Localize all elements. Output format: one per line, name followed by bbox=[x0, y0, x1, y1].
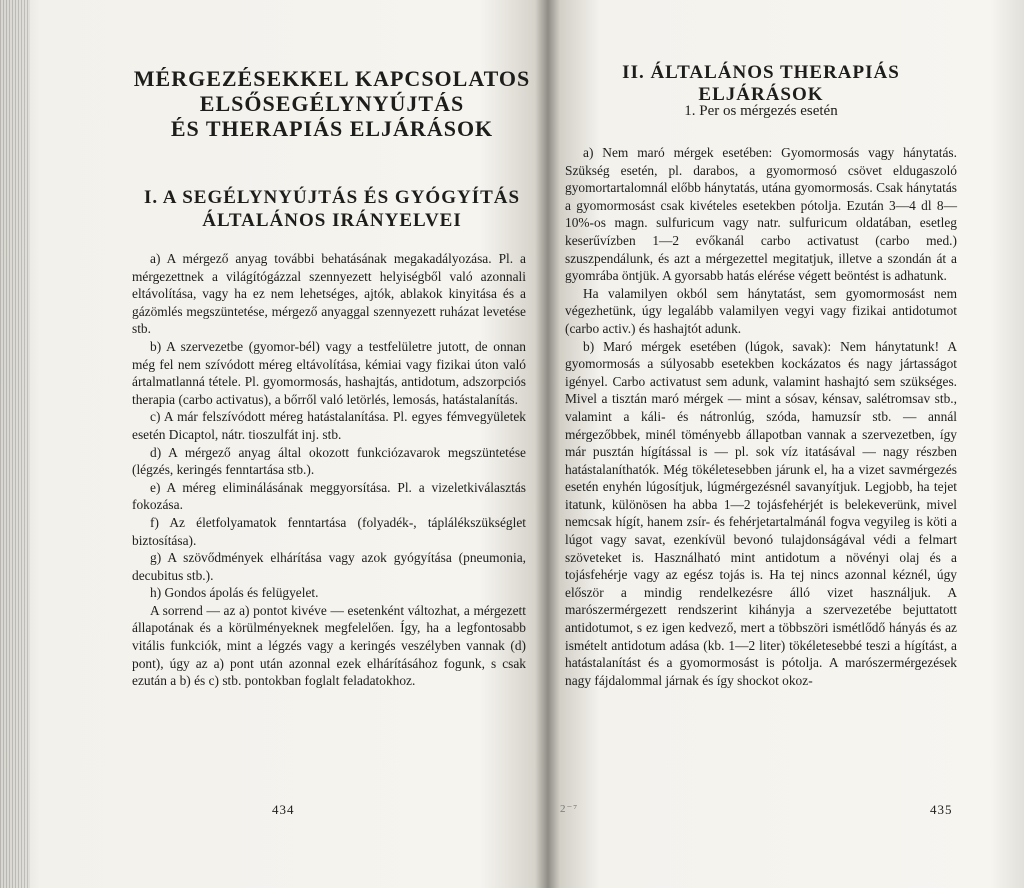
section-title bbox=[132, 186, 532, 232]
paragraph: g) A szövődmények elhárítása vagy azok gyógyítása (pneumonia, decubitus stb.). bbox=[132, 550, 526, 583]
chapter-title-line: ELJÁRÁSOK bbox=[698, 84, 824, 105]
section-title-line: ÁLTALÁNOS IRÁNYELVEI bbox=[202, 210, 462, 231]
paragraph: b) A szervezetbe (gyomor-bél) vagy a testfelületre jutott, de onnan még fel nem szívódott méreg eltávolítása, kémiai vagy fizikai úton való ártalmatlanná tétele. Pl. gyomormosás, hashajtás, antidotum, adszorpciós therapia (carbo activatus), a bőrről való letörlés, lemosás, hatástalanítás. bbox=[132, 338, 526, 407]
chapter-title-line: ELSŐSEGÉLYNYÚJTÁS bbox=[199, 91, 465, 116]
right-page bbox=[565, 0, 957, 888]
chapter-title bbox=[565, 62, 957, 106]
paragraph: b) Maró mérgek esetében (lúgok, savak): Nem hánytatunk! A gyomormosás a súlyosabb esetekben kockázatos és nagy jártasságot igényel. Carbo activatust sem adunk, valamint hashajtó sem szükséges. Mivel a tisztán maró mérgek — mint a sósav, kénsav, salétromsav stb., valamint a káli- és nátronlúg, szóda, hamuzsír stb. — annál mérgezőbbek, minél töményebb állapotban vannak a szervezetben, így már pusztán hígítással is — pl. sok víz itatásával — nagy részben hatástalaníthatók. Még tökéletesebben járunk el, ha a vizet savmérgezés esetén enyhén lúgosítjuk, lúgmérgezésnél savanyítjuk. Legjobb, ha tejet itatunk, különösen ha abba 1—2 tojásfehérjét is belekeverünk, mivel nemcsak hígít, hanem zsír- és fehérjetartalmánál fogva vegyileg is köti a lúgot vagy savat, ezenkívül bevonó tulajdonságával védi a felmart szöveteket is. Használható mint antidotum a növényi olaj és a tojásfehérje vagy az egész tojás is. Ha tej nincs azonnal kéznél, úgy először a mindig rendelkezésre álló vizet használjuk. A marószermérgezett rendszerint kihányja a szervezetébe bejuttatott antidotumot, s ez igen kedvező, mert a többszöri ismétlődő hányás és az ismételt antidotum adása (kb. 1—2 liter) tökéletesebbé teszi a hígítást, a hatástalanítást és a gyomormosást is pótolja. A marószermérgezések nagy fájdalommal járnak és így shockot okoz- bbox=[565, 338, 957, 688]
paragraph: d) A mérgező anyag által okozott funkciózavarok megszüntetése (légzés, keringés fenntartása stb.). bbox=[132, 444, 526, 478]
chapter-title bbox=[132, 66, 532, 141]
paragraph: e) A méreg eliminálásának meggyorsítása. Pl. a vizeletkiválasztás fokozása. bbox=[132, 479, 526, 513]
subsection-title: 1. Per os mérgezés esetén bbox=[684, 103, 838, 119]
section-title-line: I. A SEGÉLYNYÚJTÁS ÉS GYÓGYÍTÁS bbox=[143, 187, 521, 208]
paragraph: A sorrend — az a) pontot kivéve — esetenként változhat, a mérgezett állapotának és a körülményeknek megfelelően. Így, ha a legfontosabb vitális funkciók, mint a légzés vagy a keringés veszélyben vannak (d) pont), úgy az a) pont után azonnal ezek elhárításához fogunk, s csak ezután a b) és c) stb. pontokban foglalt feladatokhoz. bbox=[132, 602, 526, 689]
chapter-title-line: II. ÁLTALÁNOS THERAPIÁS bbox=[622, 62, 900, 83]
paragraph: f) Az életfolyamatok fenntartása (folyadék-, táplálékszükséglet biztosítása). bbox=[132, 514, 526, 548]
paragraph: a) A mérgező anyag további behatásának megakadályozása. Pl. a mérgezettnek a világítógázzal szennyezett helyiségből való azonnali eltávolítása, vagy ha ez nem lehetséges, ajtók, ablakok kinyitása és a gázömlés megszüntetése, mérgező anyaggal szennyezett ruházat levetése stb. bbox=[132, 251, 526, 337]
left-page bbox=[132, 0, 532, 888]
right-body-text bbox=[565, 144, 957, 689]
chapter-title-line: ÉS THERAPIÁS ELJÁRÁSOK bbox=[170, 116, 494, 141]
paragraph: Ha valamilyen okból sem hánytatást, sem gyomormosást nem végezhetünk, úgy legalább valamilyen vegyi vagy fizikai antidotumot (carbo activ.) és hashajtót adunk. bbox=[565, 285, 957, 336]
paragraph: c) A már felszívódott méreg hatástalanítása. Pl. egyes fémvegyületek esetén Dicaptol, nátr. tioszulfát inj. stb. bbox=[132, 409, 526, 442]
page-number: 434 bbox=[272, 802, 295, 817]
signature-mark: 2⁻⁷ bbox=[560, 803, 579, 815]
left-edge-shadow bbox=[0, 0, 30, 888]
left-body-text bbox=[132, 250, 526, 690]
chapter-title-line: MÉRGEZÉSEKKEL KAPCSOLATOS bbox=[133, 66, 531, 91]
page-number: 435 bbox=[930, 802, 953, 817]
paragraph: h) Gondos ápolás és felügyelet. bbox=[150, 585, 319, 601]
paragraph: a) Nem maró mérgek esetében: Gyomormosás vagy hánytatás. Szükség esetén, pl. darabos, a gyomormosó csövet eldugaszoló gyomortartalomnál előbb hánytatás, utána gyomormosás. Csak hánytatás a gyomormosást csak kivételes esetekben pótolja. Ezután 3—4 dl 8—10%-os magn. sulfuricum vagy natr. sulfuricum oldatában, esetleg keserűvízben 1—2 evőkanál carbo activatust (carbo med.) szuszpendálunk, és azt a mérgezettel megitatjuk, illetve a szondán át a gyomrába öntjük. A gyorsabb hatás elérése végett beöntést is adhatunk. bbox=[565, 145, 957, 284]
